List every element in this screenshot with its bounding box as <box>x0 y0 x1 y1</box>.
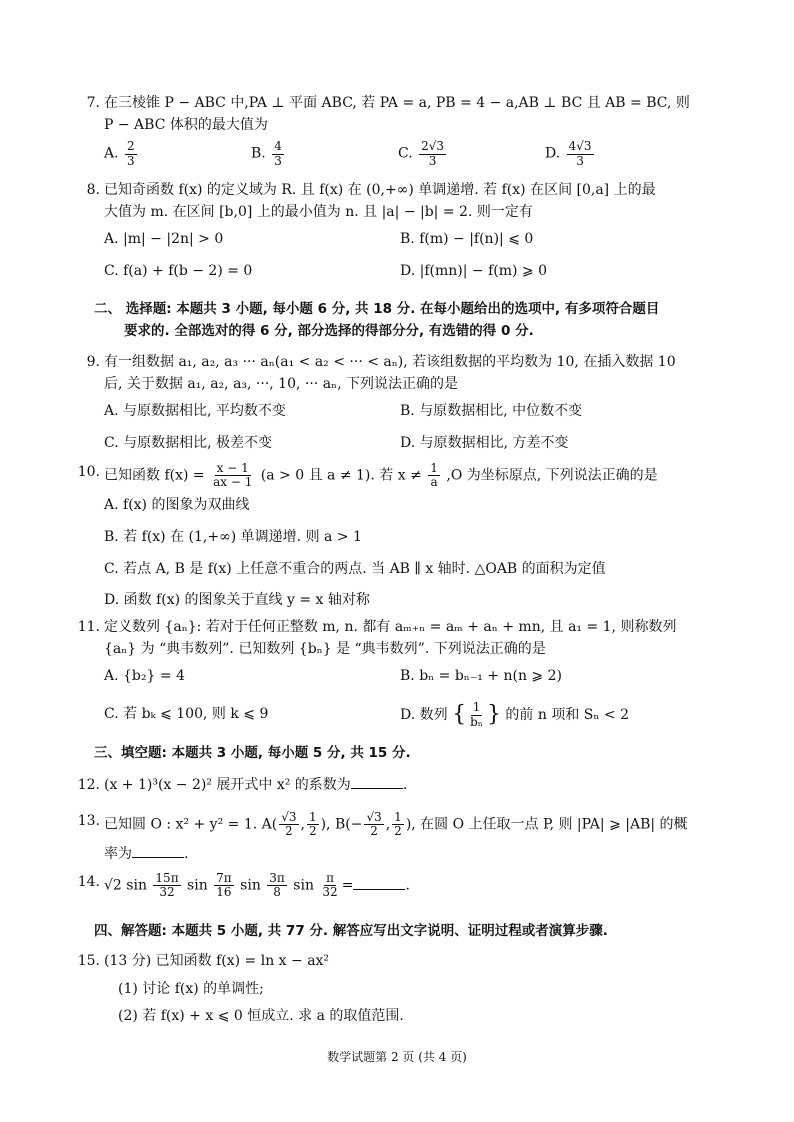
option-b: B. $\frac{4}{3}$ <box>251 139 282 168</box>
question-text: 已知函数 f(x) = $\frac{x - 1}{ax - 1}$ (a > 0 且 a ≠ 1). 若 x ≠ $\frac{1}{a}$ ,O 为坐标原点, 下列说法正确的是 <box>104 461 658 490</box>
option-d: D. 函数 f(x) 的图象关于直线 y = x 轴对称 <box>104 592 370 609</box>
option-c: C. $\frac{2√3}{3}$ <box>398 139 445 168</box>
question-text: 后, 关于数据 a₁, a₂, a₃, ···, 10, ··· aₙ, 下列说法正确的是 <box>104 375 458 392</box>
option-b: B. 与原数据相比, 中位数不变 <box>400 403 583 420</box>
option-a: A. |m| − |2n| > 0 <box>104 231 224 248</box>
option-d: D. 数列 { $\frac{1}{\text{bₙ}}$ } 的前 n 项和 Sₙ < 2 <box>400 700 629 729</box>
question-text: 已知圆 O : x² + y² = 1. A( $\frac{√3}{2}$ , $\frac{1}{2}$ ), B(− $\frac{√3}{2}$ , $\frac{1}{2}$ ), 在圆 O 上任取一点 P, 则 |PA| ⩾ |AB| 的概 <box>104 810 688 839</box>
question-text: √2 sin $\frac{15\pi}{32}$ sin $\frac{7\pi}{16}$ sin $\frac{3\pi}{8}$ sin $\frac{\pi}{32}$ = . <box>104 871 410 900</box>
question-text: 已知奇函数 f(x) 的定义域为 R. 且 f(x) 在 (0,+∞) 单调递增. 若 f(x) 在区间 [0,a] 上的最 <box>104 182 656 198</box>
sub-question-2: (2) 若 f(x) + x ⩽ 0 恒成立. 求 a 的取值范围. <box>118 1008 404 1025</box>
option-c: C. f(a) + f(b − 2) = 0 <box>104 263 253 280</box>
answer-blank[interactable] <box>351 788 403 789</box>
question-9 <box>86 352 704 455</box>
option-a: A. $\frac{2}{3}$ <box>104 139 135 168</box>
question-11 <box>77 617 704 732</box>
question-number: 15. <box>77 953 100 969</box>
question-text: (13 分) 已知函数 f(x) = ln x − ax² <box>104 953 330 969</box>
options-row-1 <box>104 401 704 423</box>
option-a: A. 与原数据相比, 平均数不变 <box>104 403 286 420</box>
question-text: P − ABC 体积的最大值为 <box>104 116 268 133</box>
option-b: B. 若 f(x) 在 (1,+∞) 单调递增. 则 a > 1 <box>104 529 362 546</box>
question-8 <box>86 180 704 283</box>
options-row-2 <box>104 261 704 283</box>
answer-blank[interactable] <box>132 857 184 858</box>
question-text: (x + 1)³(x − 2)² 展开式中 x² 的系数为 . <box>104 777 408 793</box>
option-b: B. f(m) − |f(n)| ⩽ 0 <box>400 231 534 248</box>
question-text: 大值为 m. 在区间 [b,0] 上的最小值为 n. 且 |a| − |b| = 2. 则一定有 <box>104 203 533 220</box>
question-number: 14. <box>77 874 100 890</box>
option-a: A. f(x) 的图象为双曲线 <box>104 497 250 514</box>
question-number: 8. <box>86 182 100 198</box>
section-3-header: 三、填空题: 本题共 3 小题, 每小题 5 分, 共 15 分. <box>94 745 411 761</box>
question-15 <box>77 951 704 1028</box>
sub-question-1: (1) 讨论 f(x) 的单调性; <box>118 980 264 997</box>
option-d: D. $\frac{4√3}{3}$ <box>545 139 592 168</box>
question-7 <box>86 93 704 168</box>
question-text: 率为 . <box>104 846 189 863</box>
question-10 <box>77 461 704 612</box>
page-footer: 数学试题第 2 页 (共 4 页) <box>327 1050 467 1064</box>
option-c: C. 若点 A, B 是 f(x) 上任意不重合的两点. 当 AB ∥ x 轴时. △OAB 的面积为定值 <box>104 560 606 577</box>
section-2-header: 二、 选择题: 本题共 3 小题, 每小题 6 分, 共 18 分. 在每小题给出的选项中, 有多项符合题目 要求的. 全部选对的得 6 分, 部分选择的得部分分, 有选错的得 0 分. <box>94 301 660 340</box>
question-12 <box>77 775 704 797</box>
question-13 <box>77 810 704 866</box>
question-number: 13. <box>77 813 100 829</box>
options-row-1 <box>104 666 704 688</box>
question-text: 有一组数据 a₁, a₂, a₃ ··· aₙ(a₁ < a₂ < ··· < aₙ), 若该组数据的平均数为 10, 在插入数据 10 <box>104 354 676 370</box>
option-b: B. bₙ = bₙ₋₁ + n(n ⩾ 2) <box>400 668 562 685</box>
question-number: 7. <box>86 95 100 111</box>
section-4-header: 四、解答题: 本题共 5 小题, 共 77 分. 解答应写出文字说明、证明过程或者演算步骤. <box>94 923 608 939</box>
question-number: 11. <box>77 619 100 635</box>
option-a: A. {b₂} = 4 <box>104 668 185 685</box>
question-text: 定义数列 {aₙ}: 若对于任何正整数 m, n. 都有 aₘ₊ₙ = aₘ + aₙ + mn, 且 a₁ = 1, 则称数列 <box>104 619 677 635</box>
question-number: 12. <box>77 777 100 793</box>
question-number: 9. <box>86 354 100 370</box>
option-d: D. 与原数据相比, 方差不变 <box>400 435 569 452</box>
options <box>104 140 704 167</box>
question-text: 在三棱锥 P − ABC 中,PA ⊥ 平面 ABC, 若 PA = a, PB = 4 − a,AB ⊥ BC 且 AB = BC, 则 <box>104 95 690 111</box>
option-c: C. 与原数据相比, 极差不变 <box>104 435 273 452</box>
option-d: D. |f(mn)| − f(m) ⩾ 0 <box>400 263 548 280</box>
options-row-2 <box>104 433 704 455</box>
question-number: 10. <box>77 464 100 480</box>
options-row-1 <box>104 229 704 251</box>
options-row-2 <box>104 698 704 732</box>
question-text: {aₙ} 为 “典韦数列”. 已知数列 {bₙ} 是 “典韦数列”. 下列说法正确的是 <box>104 640 546 657</box>
answer-blank[interactable] <box>353 889 405 890</box>
option-c: C. 若 bₖ ⩽ 100, 则 k ⩽ 9 <box>104 706 269 723</box>
question-14 <box>77 871 704 900</box>
